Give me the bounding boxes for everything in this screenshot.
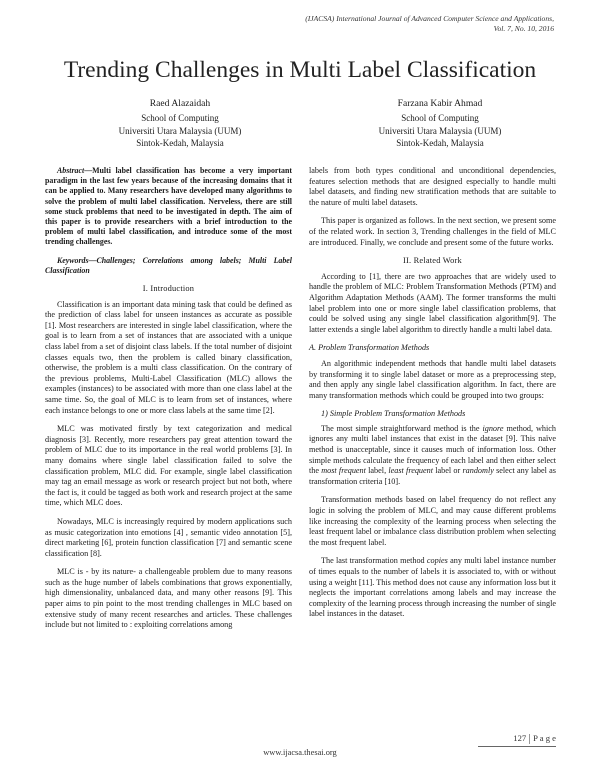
section-heading-related-work: II. Related Work — [403, 256, 462, 266]
emphasis: ignore — [482, 423, 504, 433]
author-2 — [330, 98, 550, 150]
emphasis: randomly — [462, 466, 494, 476]
paragraph: This paper is organized as follows. In the next section, we present some of the related work. In section 3, Trending challenges in the field of MLC are introduced. Finally, we conclude and present some of the future works. — [309, 216, 556, 247]
abstract-label: Abstract — [57, 166, 85, 175]
paragraph: MLC was motivated firstly by text categorization and medical diagnosis [3]. Recently, more researchers pay great attention toward the problem of MLC due to its importance in the real world problems [3]. In many domains where single label classification failed to solve the classification problem, MLC did. For example, single label classification may tag an email message as work or research project but not both, where the fact is, it could be tagged as both work and research project at the same time, which MLC does. — [45, 424, 292, 508]
page-label: P a g e — [533, 733, 556, 743]
paragraph: Transformation methods based on label frequency do not reflect any logic in solving the problem of MLC, and may cause different problems like increasing the complexity of the learning process when selecting the least frequent label or imbalance class distribution problem when selecting the most frequent label. — [309, 495, 556, 547]
paragraph: An algorithmic independent methods that handle multi label datasets by transforming it to single label dataset or more as a preprocessing step, and then apply any single label classification algorithm. In fact, there are many transformation methods which could be grouped into two groups: — [309, 358, 556, 400]
page-number-value: 127 — [513, 733, 527, 743]
paragraph — [309, 556, 556, 620]
abstract-text: —Multi label classification has become a very important paradigm in the last few years because of the increasing domains that it can be applied to. Many researchers have developed many algorithms to solve the problem of multi label classification. Nerveless, there are still some stuck problems that need to be investigated in depth. The aim of this paper is to provide researchers with a brief introduction to the problem of multi label classification, and introduce some of the most trending challenges. — [45, 166, 292, 247]
text-run: label, — [365, 466, 389, 476]
abstract — [45, 166, 292, 248]
text-run: method, which ignores any multi label instances that exist in the dataset [9]. This naïve method is unacceptable, since it causes much of information loss. Other simple methods calculate the frequency of each label and then either select the — [309, 423, 556, 476]
emphasis: least frequent — [388, 466, 434, 476]
subsubsection-heading: 1) Simple Problem Transformation Methods — [321, 409, 466, 419]
journal-header — [224, 14, 554, 34]
author-univ: Universiti Utara Malaysia (UUM) — [378, 125, 502, 136]
author-dept: School of Computing — [401, 113, 479, 124]
paragraph: Classification is an important data mining task that could be defined as the prediction of class label for unseen instances as accurate as possible [1]. Most researchers are interested in single label classification, where the goal is to learn from a set of instances that are associated with a unique class label from a set of disjoint class labels. If the total number of disjoint classes equals two, then the problem is called binary classification, otherwise, the problem is a multi class classification. On the contrary of the previous problems, Multi-Label Classification (MLC) allows the examples (instances) to be associated with more than one class label at the same time. So, the goal of MLC is to learn from set of instances, where each instance belongs to one or more class labels at the same time [2]. — [45, 299, 292, 415]
page-number — [513, 733, 556, 744]
paper-title: Trending Challenges in Multi Label Classification — [63, 57, 537, 83]
journal-name: (IJACSA) International Journal of Advanced Computer Science and Applications, — [305, 14, 554, 23]
text-run: select any label as transformation criteria [10]. — [309, 466, 556, 486]
author-location: Sintok-Kedah, Malaysia — [396, 138, 484, 149]
author-location: Sintok-Kedah, Malaysia — [136, 138, 224, 149]
text-run: The most simple straightforward method is the — [321, 423, 483, 433]
subsection-heading: A. Problem Transformation Methods — [309, 343, 430, 353]
journal-volume: Vol. 7, No. 10, 2016 — [493, 24, 554, 33]
footer-rule — [478, 746, 556, 747]
keywords: Keywords—Challenges; Correlations among labels; Multi Label Classification — [45, 255, 292, 275]
text-run: The last transformation method — [321, 556, 427, 566]
section-heading-introduction: I. Introduction — [142, 284, 195, 294]
paragraph: MLC is - by its nature- a challengeable problem due to many reasons such as the huge number of labels combinations that grows exponentially, high dimensionality, unbalanced data, and many other reasons [9]. This paper aims to pin point to the most trending challenges in MLC based on extensive study of many recent researches and articles. These challenges include but not limited to : exploiting correlations among — [45, 567, 292, 630]
right-column — [309, 166, 556, 628]
author-1 — [70, 98, 290, 150]
author-dept: School of Computing — [141, 113, 219, 124]
emphasis: most frequent — [321, 466, 366, 476]
author-name: Farzana Kabir Ahmad — [397, 98, 483, 109]
paragraph — [309, 424, 556, 488]
emphasis: copies — [426, 556, 448, 566]
author-univ: Universiti Utara Malaysia (UUM) — [118, 125, 242, 136]
paragraph: labels from both types conditional and unconditional dependencies, features selection methods that are designed especially to handle multi label datasets, and finding new stratification methods that are suitable to the nature of multi label datasets. — [309, 166, 556, 207]
footer-url: www.ijacsa.thesai.org — [263, 748, 337, 757]
author-name: Raed Alazaidah — [149, 98, 211, 109]
paragraph: According to [1], there are two approaches that are widely used to handle the problem of MLC: Problem Transformation Methods (PTM) and Algorithm Adaptation Methods (AAM). The former transforms the multi label problem into one or more single label classification problems, that could be solved using any single label classification algorithm[9]. The latter extends a single label algorithm to directly handle a multi label data. — [309, 271, 556, 334]
paragraph: Nowadays, MLC is increasingly required by modern applications such as music categorization into emotions [4] , semantic video annotation [5], direct marketing [6], protein function classification [7] and semantic scene classification [8]. — [45, 516, 292, 558]
text-run: label or — [433, 466, 463, 476]
left-column — [45, 166, 292, 639]
text-run: any multi label instance number of times equals to the number of labels it is associated to, with or without using a weight [11]. This method does not cause any information loss but it neglects the important correlations among labels and may increase the complexity of the learning process through increasing the number of single label instances in the dataset. — [309, 556, 557, 619]
page-divider — [529, 734, 530, 744]
